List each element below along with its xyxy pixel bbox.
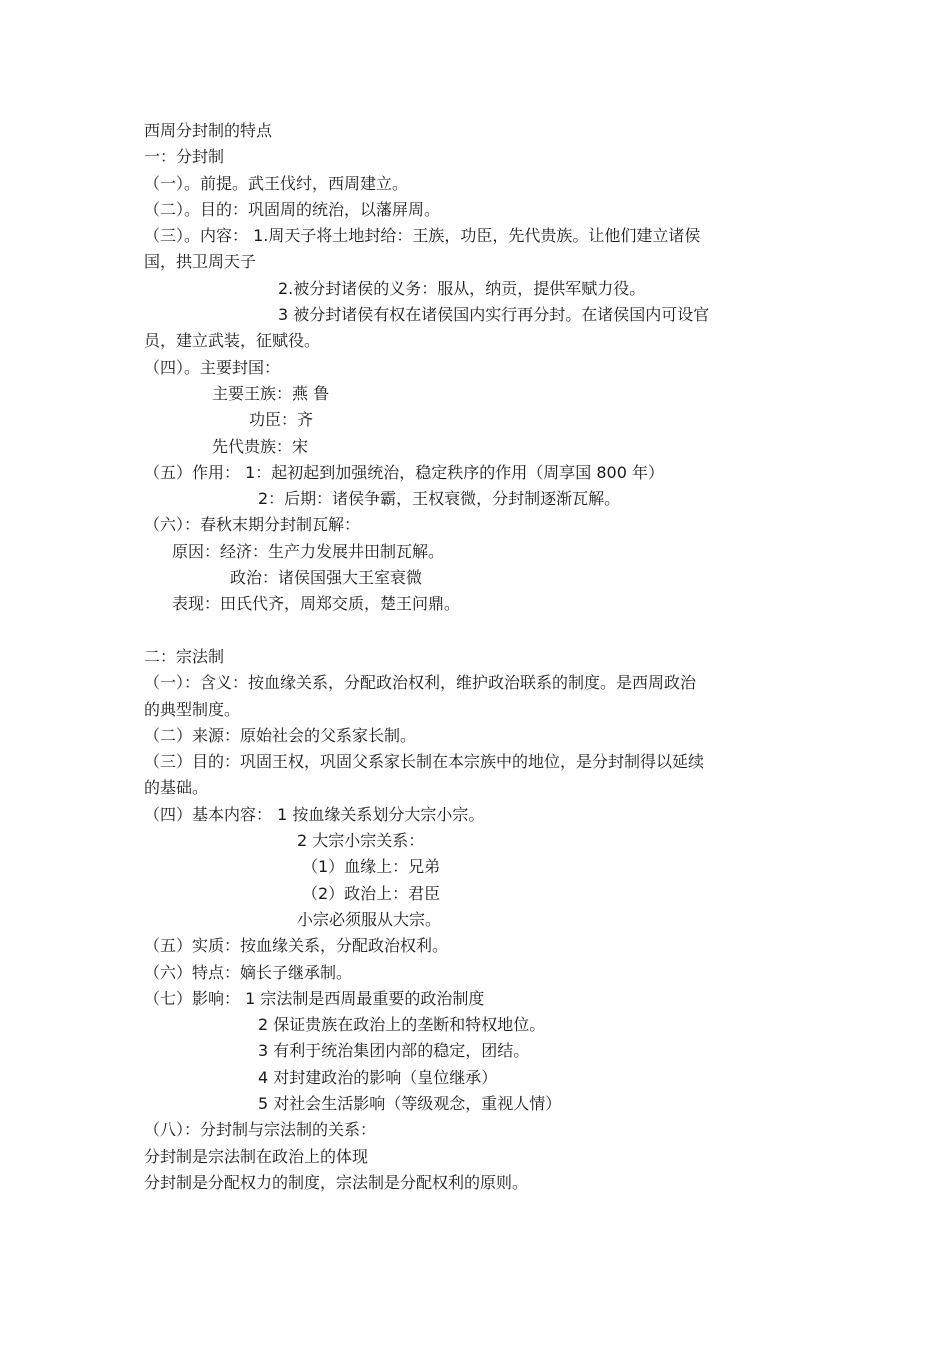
section-heading-zongfa: 二：宗法制 <box>144 646 225 666</box>
main-states-royal: 主要王族：燕 鲁 <box>212 383 330 403</box>
collapse-cause-politics: 政治：诸侯国强大王室衰微 <box>230 568 423 588</box>
zongfa-feature: （六）特点：嫡长子继承制。 <box>144 962 353 982</box>
zongfa-content-1: （四）基本内容： 1 按血缘关系划分大宗小宗。 <box>144 804 485 824</box>
zongfa-purpose: （三）目的：巩固王权，巩固父系家长制在本宗族中的地位，是分封制得以延续 <box>144 752 705 772</box>
fengjian-main-states: （四）。主要封国： <box>144 357 281 377</box>
relation-line-1: 分封制是宗法制在政治上的体现 <box>144 1146 369 1166</box>
zongfa-content-2: 2 大宗小宗关系： <box>297 831 425 851</box>
section-heading-fengjian: 一：分封制 <box>144 147 225 167</box>
main-states-merit: 功臣：齐 <box>249 410 314 430</box>
zongfa-obey-rule: 小宗必须服从大宗。 <box>297 909 442 929</box>
document-body <box>144 118 784 1196</box>
fengjian-content-3-cont: 员，建立武装，征赋役。 <box>144 331 321 351</box>
zongfa-impact-5: 5 对社会生活影响（等级观念，重视人情） <box>258 1093 562 1113</box>
collapse-manifestation: 表现：田氏代齐，周郑交质，楚王问鼎。 <box>172 594 461 614</box>
zongfa-purpose-cont: 的基础。 <box>144 778 209 798</box>
zongfa-meaning: （一）：含义：按血缘关系，分配政治权利，维护政治联系的制度。是西周政治 <box>144 673 697 693</box>
fengjian-content-1: （三）。内容： 1.周天子将土地封给：王族，功臣，先代贵族。让他们建立诸侯 <box>144 226 701 246</box>
blank-line <box>144 618 784 644</box>
fengjian-effect-1: （五）作用： 1：起初起到加强统治，稳定秩序的作用（周享国 800 年） <box>144 462 664 482</box>
zongfa-impact-3: 3 有利于统治集团内部的稳定，团结。 <box>258 1041 530 1061</box>
zongfa-meaning-cont: 的典型制度。 <box>144 699 241 719</box>
zongfa-impact-2: 2 保证贵族在政治上的垄断和特权地位。 <box>258 1015 546 1035</box>
fengjian-purpose: （二）。目的：巩固周的统治，以藩屏周。 <box>144 199 441 219</box>
relation-heading: （八）：分封制与宗法制的关系： <box>144 1120 377 1140</box>
relation-line-2: 分封制是分配权力的制度，宗法制是分配权利的原则。 <box>144 1172 529 1192</box>
zongfa-essence: （五）实质：按血缘关系，分配政治权利。 <box>144 936 449 956</box>
zongfa-political-relation: （2）政治上：君臣 <box>302 883 441 903</box>
document-title: 西周分封制的特点 <box>144 121 273 140</box>
fengjian-effect-2: 2：后期：诸侯争霸，王权衰微，分封制逐渐瓦解。 <box>258 489 621 509</box>
fengjian-content-1-cont: 国，拱卫周天子 <box>144 252 257 272</box>
fengjian-content-3: 3 被分封诸侯有权在诸侯国内实行再分封。在诸侯国内可设官 <box>278 305 710 325</box>
fengjian-collapse: （六）：春秋末期分封制瓦解： <box>144 515 361 535</box>
fengjian-content-2: 2.被分封诸侯的义务：服从，纳贡，提供军赋力役。 <box>278 278 646 298</box>
zongfa-impact-4: 4 对封建政治的影响（皇位继承） <box>258 1067 498 1087</box>
zongfa-impact-1: （七）影响： 1 宗法制是西周最重要的政治制度 <box>144 988 485 1008</box>
main-states-ancient: 先代贵族：宋 <box>212 436 309 456</box>
collapse-cause-economy: 原因：经济：生产力发展井田制瓦解。 <box>172 541 445 561</box>
zongfa-blood-relation: （1）血缘上：兄弟 <box>302 857 441 877</box>
fengjian-premise: （一）。前提。武王伐纣，西周建立。 <box>144 173 409 193</box>
zongfa-origin: （二）来源：原始社会的父系家长制。 <box>144 725 417 745</box>
